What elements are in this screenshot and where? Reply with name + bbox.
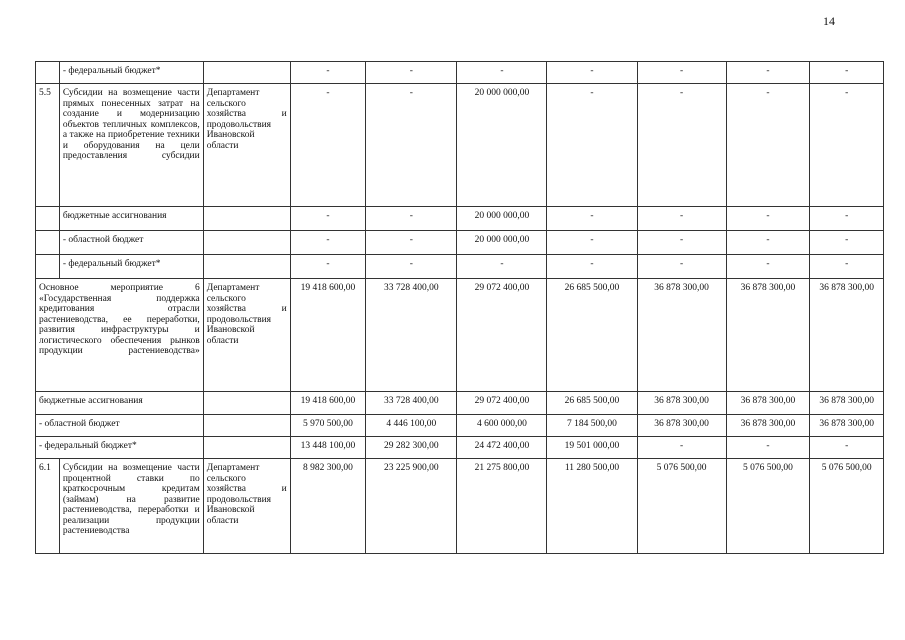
amount-cell: 21 275 800,00: [457, 459, 547, 554]
amount-cell: -: [290, 255, 366, 279]
amount-cell: 26 685 500,00: [547, 392, 637, 415]
amount-cell: 36 878 300,00: [810, 392, 884, 415]
amount-cell: 8 982 300,00: [290, 459, 366, 554]
table-row: [36, 84, 884, 207]
row-number-cell: [36, 207, 60, 231]
amount-cell: -: [726, 437, 810, 459]
amount-cell: 36 878 300,00: [726, 415, 810, 437]
amount-cell: -: [366, 207, 457, 231]
amount-cell: 29 072 400,00: [457, 392, 547, 415]
department-cell: [203, 231, 290, 255]
event-name-cell: - областной бюджет: [36, 415, 204, 437]
row-number-cell: 5.5: [36, 84, 60, 207]
amount-cell: -: [810, 437, 884, 459]
amount-cell: -: [637, 84, 726, 207]
event-name-cell: бюджетные ассигнования: [36, 392, 204, 415]
amount-cell: -: [366, 84, 457, 207]
amount-cell: 11 280 500,00: [547, 459, 637, 554]
page-number: 14: [823, 14, 835, 28]
table-row: [36, 392, 884, 415]
table-row: [36, 207, 884, 231]
amount-cell: -: [290, 207, 366, 231]
amount-cell: -: [547, 231, 637, 255]
amount-cell: -: [547, 255, 637, 279]
amount-cell: 36 878 300,00: [726, 279, 810, 392]
event-name-cell: - федеральный бюджет*: [36, 437, 204, 459]
amount-cell: 33 728 400,00: [366, 392, 457, 415]
event-name-cell: Субсидии на возмещение части процентной ставки по краткосрочным кредитам (займам) на развитие растениеводства, переработки и реализации продукции растениеводства: [59, 459, 203, 554]
amount-cell: 5 076 500,00: [726, 459, 810, 554]
amount-cell: 26 685 500,00: [547, 279, 637, 392]
event-name-cell: - федеральный бюджет*: [59, 62, 203, 84]
amount-cell: -: [810, 255, 884, 279]
amount-cell: 13 448 100,00: [290, 437, 366, 459]
amount-cell: -: [366, 255, 457, 279]
table-row: [36, 231, 884, 255]
amount-cell: 36 878 300,00: [637, 415, 726, 437]
amount-cell: -: [547, 207, 637, 231]
department-cell: Департамент сельского хозяйства и продовольствия Ивановской области: [203, 459, 290, 554]
amount-cell: -: [637, 437, 726, 459]
table-row: [36, 437, 884, 459]
amount-cell: -: [547, 84, 637, 207]
amount-cell: 20 000 000,00: [457, 231, 547, 255]
event-name-cell: бюджетные ассигнования: [59, 207, 203, 231]
amount-cell: -: [726, 84, 810, 207]
table-row: [36, 62, 884, 84]
table-row: [36, 459, 884, 554]
amount-cell: -: [637, 231, 726, 255]
amount-cell: 4 600 000,00: [457, 415, 547, 437]
amount-cell: -: [637, 255, 726, 279]
amount-cell: 36 878 300,00: [810, 279, 884, 392]
amount-cell: -: [366, 62, 457, 84]
event-name-cell: Субсидии на возмещение части прямых понесенных затрат на создание и модернизацию объектов тепличных комплексов, а также на приобретение техники и оборудования на цели предоставления субсидии: [59, 84, 203, 207]
row-number-cell: [36, 62, 60, 84]
amount-cell: 36 878 300,00: [810, 415, 884, 437]
table-row: [36, 255, 884, 279]
amount-cell: -: [547, 62, 637, 84]
amount-cell: 24 472 400,00: [457, 437, 547, 459]
amount-cell: 7 184 500,00: [547, 415, 637, 437]
amount-cell: 19 418 600,00: [290, 392, 366, 415]
row-number-cell: 6.1: [36, 459, 60, 554]
department-cell: [203, 415, 290, 437]
department-cell: [203, 392, 290, 415]
amount-cell: -: [810, 207, 884, 231]
amount-cell: 20 000 000,00: [457, 207, 547, 231]
amount-cell: -: [457, 62, 547, 84]
event-name-cell: Основное мероприятие 6 «Государственная поддержка кредитования отрасли растениеводства, ее переработки, развития инфраструктуры и логистического обеспечения рынков продукции растениеводства»: [36, 279, 204, 392]
department-cell: [203, 437, 290, 459]
amount-cell: -: [726, 231, 810, 255]
amount-cell: -: [637, 62, 726, 84]
amount-cell: -: [726, 62, 810, 84]
amount-cell: -: [366, 231, 457, 255]
amount-cell: -: [637, 207, 726, 231]
amount-cell: 5 076 500,00: [810, 459, 884, 554]
amount-cell: -: [290, 231, 366, 255]
amount-cell: 33 728 400,00: [366, 279, 457, 392]
amount-cell: 36 878 300,00: [637, 392, 726, 415]
budget-table: [35, 61, 884, 554]
department-cell: [203, 207, 290, 231]
amount-cell: -: [810, 231, 884, 255]
table-row: [36, 279, 884, 392]
amount-cell: 20 000 000,00: [457, 84, 547, 207]
amount-cell: -: [457, 255, 547, 279]
amount-cell: 4 446 100,00: [366, 415, 457, 437]
amount-cell: -: [290, 62, 366, 84]
table-row: [36, 415, 884, 437]
department-cell: [203, 62, 290, 84]
amount-cell: 5 076 500,00: [637, 459, 726, 554]
department-cell: [203, 255, 290, 279]
department-cell: Департамент сельского хозяйства и продовольствия Ивановской области: [203, 279, 290, 392]
row-number-cell: [36, 231, 60, 255]
amount-cell: -: [290, 84, 366, 207]
amount-cell: 19 418 600,00: [290, 279, 366, 392]
department-cell: Департамент сельского хозяйства и продовольствия Ивановской области: [203, 84, 290, 207]
amount-cell: 36 878 300,00: [637, 279, 726, 392]
event-name-cell: - федеральный бюджет*: [59, 255, 203, 279]
amount-cell: -: [726, 255, 810, 279]
amount-cell: 29 072 400,00: [457, 279, 547, 392]
event-name-cell: - областной бюджет: [59, 231, 203, 255]
amount-cell: 29 282 300,00: [366, 437, 457, 459]
amount-cell: 5 970 500,00: [290, 415, 366, 437]
amount-cell: -: [810, 84, 884, 207]
amount-cell: 36 878 300,00: [726, 392, 810, 415]
amount-cell: 19 501 000,00: [547, 437, 637, 459]
amount-cell: 23 225 900,00: [366, 459, 457, 554]
row-number-cell: [36, 255, 60, 279]
amount-cell: -: [726, 207, 810, 231]
amount-cell: -: [810, 62, 884, 84]
